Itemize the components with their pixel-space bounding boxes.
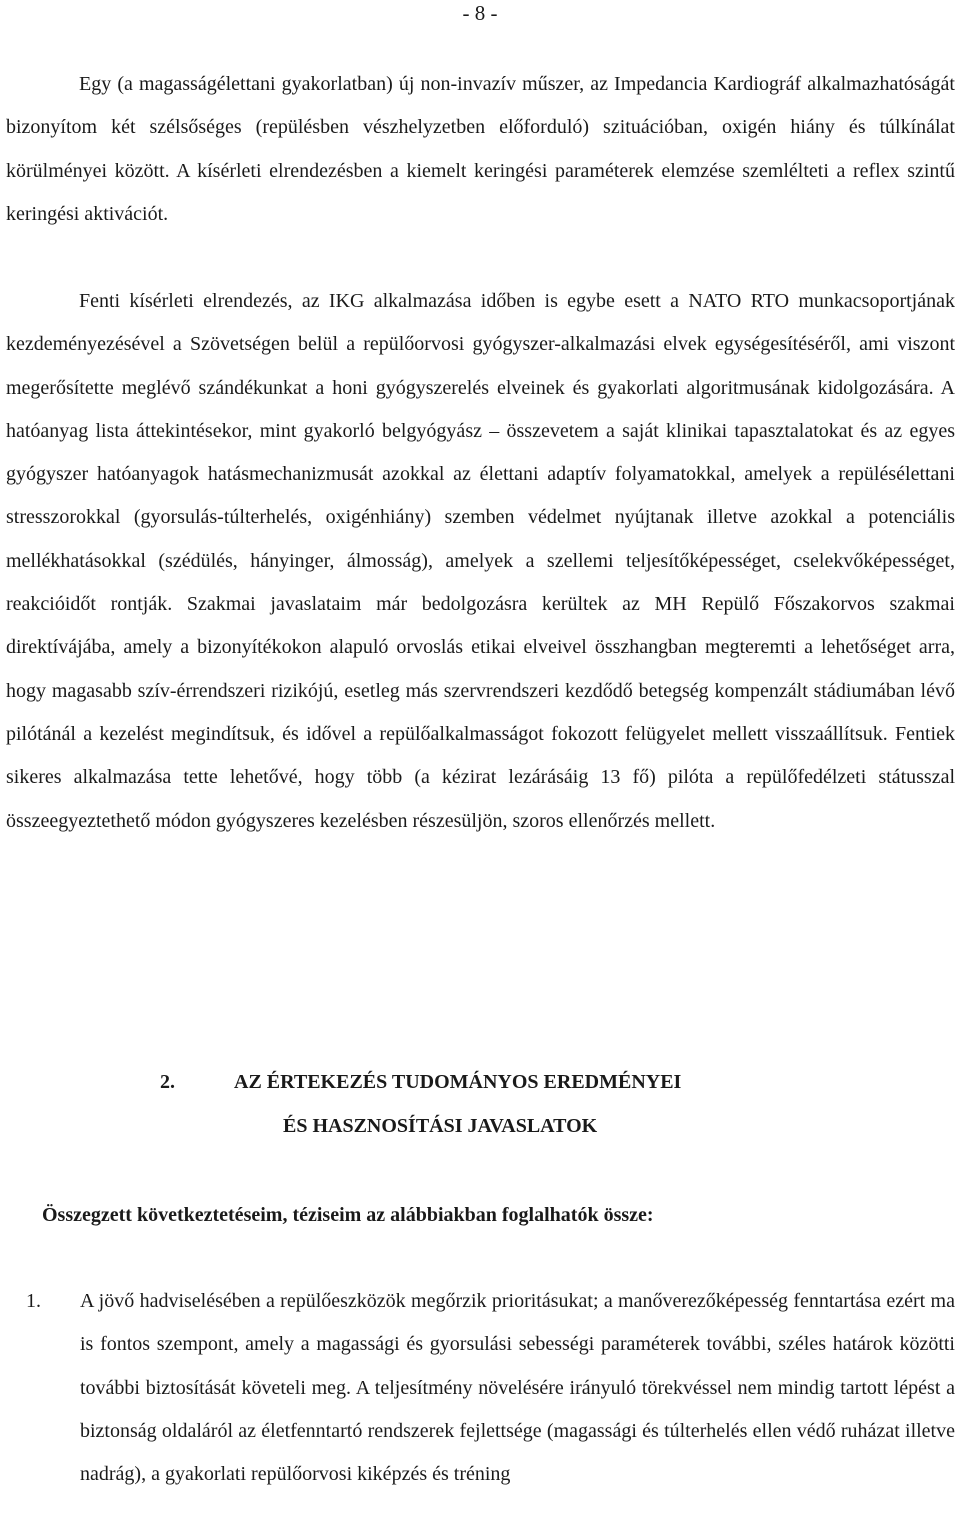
list-item-marker: 1. bbox=[26, 1290, 41, 1312]
section-heading-line1 bbox=[160, 1060, 681, 1104]
section-number: 2. bbox=[160, 1071, 175, 1093]
list-item bbox=[0, 1280, 960, 1496]
paragraph-nato-rto: Fenti kísérleti elrendezés, az IKG alkalmazása időben is egybe esett a NATO RTO munkacsoportjának kezdeményezésével a Szövetségen belül a repülőorvosi gyógyszer-alkalmazási elvek egységesítéséről, ami viszont megerősítette meglévő szándékunkat a honi gyógyszerelés elveinek és gyakorlati algoritmusának kidolgozására. A hatóanyag lista áttekintésekor, mint gyakorló belgyógyász – összevetem a saját klinikai tapasztalatokat és az egyes gyógyszer hatóanyagok hatásmechanizmusát azokkal az élettani adaptív folyamatokkal, amelyek a repülésélettani stresszorokkal (gyorsulás-túlterhelés, oxigénhiány) szemben védelmet nyújtanak illetve azokkal a potenciális mellékhatásokkal (szédülés, hányinger, álmosság), amelyek a szellemi teljesítőképességet, cselekvőképességet, reakcióidőt rontják. Szakmai javaslataim már bedolgozásra kerültek az MH Repülő Főszakorvos szakmai direktívájába, amely a bizonyítékokon alapuló orvoslás etikai elveivel összhangban megteremti a lehetőséget arra, hogy magasabb szív-érrendszeri rizikójú, esetleg más szervrendszeri kezdődő betegség kompenzált stádiumában lévő pilótánál a kezelést megindítsuk, és idővel a repülőalkalmasságot fokozott felügyelet mellett visszaállítsuk. Fentiek sikeres alkalmazása tette lehetővé, hogy több (a kézirat lezárásáig 13 fő) pilóta a repülőfedélzeti státusszal összeegyeztethető módon gyógyszeres kezelésben részesüljön, szoros ellenőrzés mellett. bbox=[6, 290, 955, 832]
page-number: - 8 - bbox=[462, 1, 498, 25]
list-item-text: A jövő hadviselésében a repülőeszközök megőrzik prioritásukat; a manőverezőképesség fenntartása ezért ma is fontos szempont, amely a magassági és gyorsulási sebességi paraméterek további, széles határok közötti további biztosítását követeli meg. A teljesítmény növelésére irányuló törekvéssel nem mindig tartott lépést a biztonság oldaláról az életfenntartó rendszerek fejlettsége (magassági és túlterhelés ellen védő ruházat illetve nadrág), a gyakorlati repülőorvosi kiképzés és tréning bbox=[80, 1290, 955, 1486]
section-title-line2: ÉS HASZNOSÍTÁSI JAVASLATOK bbox=[283, 1115, 598, 1137]
summary-heading: Összegzett következtetéseim, téziseim az alábbiakban foglalhatók össze: bbox=[42, 1204, 654, 1226]
paragraph-intro: Egy (a magasságélettani gyakorlatban) új non-invazív műszer, az Impedancia Kardiográf alkalmazhatóságát bizonyítom két szélsőséges (repülésben vészhelyzetben előforduló) szituációban, oxigén hiány és túlkínálat körülményei között. A kísérleti elrendezésben a kiemelt keringési paraméterek elemzése szemlélteti a reflex szintű keringési aktivációt. bbox=[6, 73, 955, 225]
section-title-line1: AZ ÉRTEKEZÉS TUDOMÁNYOS EREDMÉNYEI bbox=[234, 1071, 682, 1093]
theses-list bbox=[0, 1280, 960, 1496]
